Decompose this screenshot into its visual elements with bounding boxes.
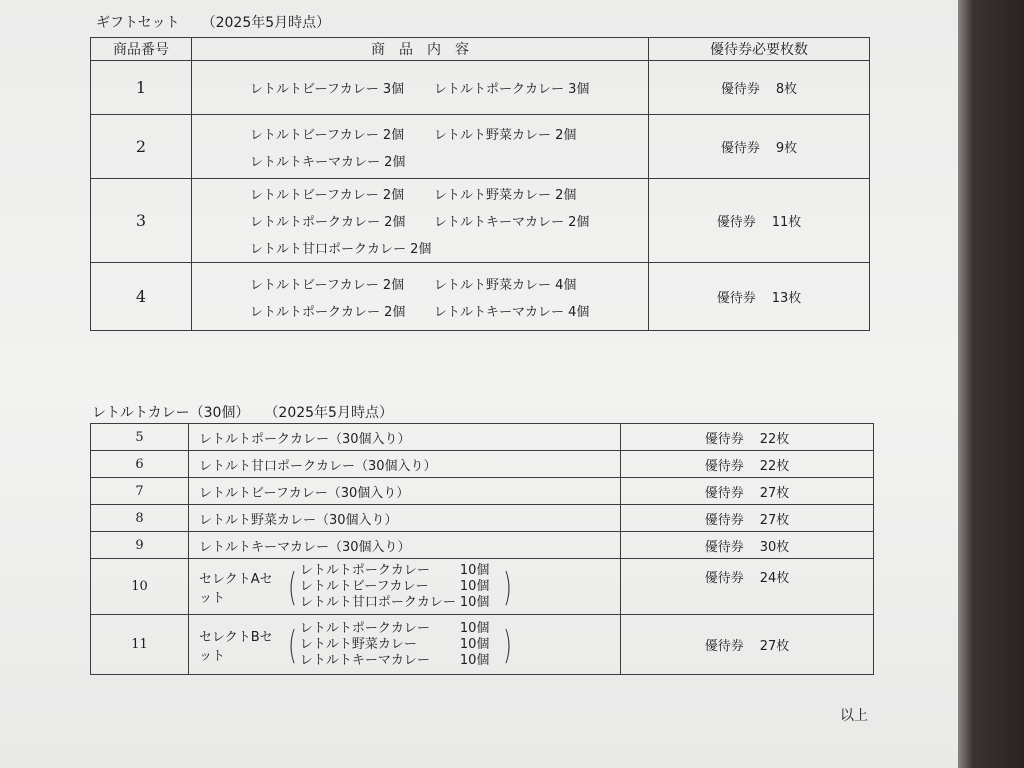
select-set-name: セレクトAセット <box>199 571 273 606</box>
table-row <box>91 179 870 263</box>
ticket-requirement <box>621 451 874 478</box>
header-product-contents: 商 品 内 容 <box>192 38 649 61</box>
product-contents <box>192 115 649 179</box>
header-product-number: 商品番号 <box>91 38 192 61</box>
ticket-count: 27枚 <box>759 512 790 528</box>
item: レトルト野菜カレー 2個 <box>434 127 577 143</box>
ticket-count: 27枚 <box>759 639 790 654</box>
table-row <box>91 263 870 331</box>
ticket-label: 優待券 <box>704 512 744 528</box>
ticket-count: 30枚 <box>759 539 790 555</box>
product-number: 4 <box>91 263 192 331</box>
table-row <box>91 478 874 505</box>
bracket-right-icon: ) <box>502 622 512 667</box>
item-qty: 10個 <box>459 594 490 610</box>
ticket-requirement <box>649 61 870 115</box>
item: レトルト甘口ポークカレー 2個 <box>250 242 432 257</box>
retort-curry-table <box>90 423 874 675</box>
ticket-requirement <box>621 505 874 532</box>
item-name: レトルトビーフカレー <box>299 578 429 594</box>
ticket-requirement <box>621 532 874 559</box>
ticket-count: 24枚 <box>759 571 790 586</box>
ticket-requirement <box>621 424 874 451</box>
product-number: 1 <box>91 61 192 115</box>
curry-date: （2025年5月時点） <box>271 405 393 421</box>
table-row <box>91 532 874 559</box>
product-name: レトルトキーマカレー（30個入り） <box>189 532 621 559</box>
bracket-right-icon: ) <box>502 564 512 609</box>
gift-header-row <box>91 38 870 61</box>
item-qty: 10個 <box>459 636 490 652</box>
ticket-count: 22枚 <box>759 458 790 474</box>
item-name: レトルトポークカレー <box>299 562 430 578</box>
table-row <box>91 559 874 615</box>
product-number: 3 <box>91 179 192 263</box>
item-name: レトルト甘口ポークカレー <box>299 594 456 610</box>
end-mark: 以上 <box>840 708 868 724</box>
item: レトルト野菜カレー 2個 <box>434 188 577 203</box>
item-qty: 10個 <box>459 652 490 668</box>
ticket-count: 8枚 <box>775 82 798 97</box>
item: レトルトキーマカレー 4個 <box>434 304 590 320</box>
table-row <box>91 505 874 532</box>
gift-set-table <box>90 37 870 331</box>
product-number: 10 <box>91 559 189 615</box>
item: レトルトビーフカレー 3個 <box>250 82 405 97</box>
product-number: 9 <box>91 532 189 559</box>
curry-section-title <box>92 402 393 422</box>
table-row <box>91 424 874 451</box>
curry-title: レトルトカレー（30個） <box>92 405 250 421</box>
bracket-left-icon: ( <box>287 564 297 609</box>
item: レトルトビーフカレー 2個 <box>250 277 405 293</box>
product-number: 6 <box>91 451 189 478</box>
ticket-label: 優待券 <box>704 639 744 654</box>
product-contents <box>189 615 621 675</box>
ticket-label: 優待券 <box>704 539 744 555</box>
product-contents <box>189 559 621 615</box>
ticket-label: 優待券 <box>704 485 744 501</box>
ticket-label: 優待券 <box>716 291 756 306</box>
ticket-label: 優待券 <box>704 431 744 447</box>
ticket-count: 27枚 <box>759 485 790 501</box>
item: レトルト野菜カレー 4個 <box>434 277 577 293</box>
item-qty: 10個 <box>459 620 490 636</box>
select-set-name: セレクトBセット <box>199 629 273 664</box>
ticket-label: 優待券 <box>704 458 744 474</box>
product-name: レトルトポークカレー（30個入り） <box>189 424 621 451</box>
table-row <box>91 615 874 675</box>
ticket-label: 優待券 <box>720 141 760 156</box>
gift-title: ギフトセット <box>96 15 180 31</box>
item: レトルトポークカレー 3個 <box>434 82 590 97</box>
ticket-label: 優待券 <box>720 82 760 97</box>
gift-date: （2025年5月時点） <box>201 15 331 31</box>
product-contents <box>192 179 649 263</box>
item-qty: 10個 <box>459 578 490 594</box>
item-name: レトルト野菜カレー <box>299 636 417 652</box>
item-name: レトルトポークカレー <box>299 620 430 636</box>
item: レトルトポークカレー 2個 <box>250 215 406 230</box>
item-qty: 10個 <box>459 562 490 578</box>
item: レトルトビーフカレー 2個 <box>250 188 405 203</box>
product-contents <box>192 61 649 115</box>
table-row <box>91 61 870 115</box>
product-name: レトルト甘口ポークカレー（30個入り） <box>189 451 621 478</box>
product-number: 8 <box>91 505 189 532</box>
product-contents <box>192 263 649 331</box>
ticket-count: 11枚 <box>771 215 802 230</box>
item: レトルトビーフカレー 2個 <box>250 127 405 143</box>
item-name: レトルトキーマカレー <box>299 652 430 668</box>
product-name: レトルトビーフカレー（30個入り） <box>189 478 621 505</box>
ticket-requirement <box>649 263 870 331</box>
product-number: 11 <box>91 615 189 675</box>
product-number: 5 <box>91 424 189 451</box>
table-row <box>91 115 870 179</box>
table-row <box>91 451 874 478</box>
ticket-count: 22枚 <box>759 431 790 447</box>
product-number: 7 <box>91 478 189 505</box>
ticket-requirement <box>621 559 874 615</box>
gift-section-title <box>96 12 330 32</box>
product-number: 2 <box>91 115 192 179</box>
item: レトルトキーマカレー 2個 <box>250 154 406 170</box>
bracket-left-icon: ( <box>287 622 297 667</box>
ticket-requirement <box>621 615 874 675</box>
ticket-label: 優待券 <box>704 571 744 586</box>
ticket-requirement <box>621 478 874 505</box>
ticket-label: 優待券 <box>716 215 756 230</box>
item: レトルトキーマカレー 2個 <box>434 215 590 230</box>
product-name: レトルト野菜カレー（30個入り） <box>189 505 621 532</box>
ticket-count: 13枚 <box>771 291 802 306</box>
ticket-requirement <box>649 179 870 263</box>
ticket-requirement <box>649 115 870 179</box>
ticket-count: 9枚 <box>775 141 798 156</box>
header-ticket-count: 優待券必要枚数 <box>649 38 870 61</box>
item: レトルトポークカレー 2個 <box>250 304 406 320</box>
